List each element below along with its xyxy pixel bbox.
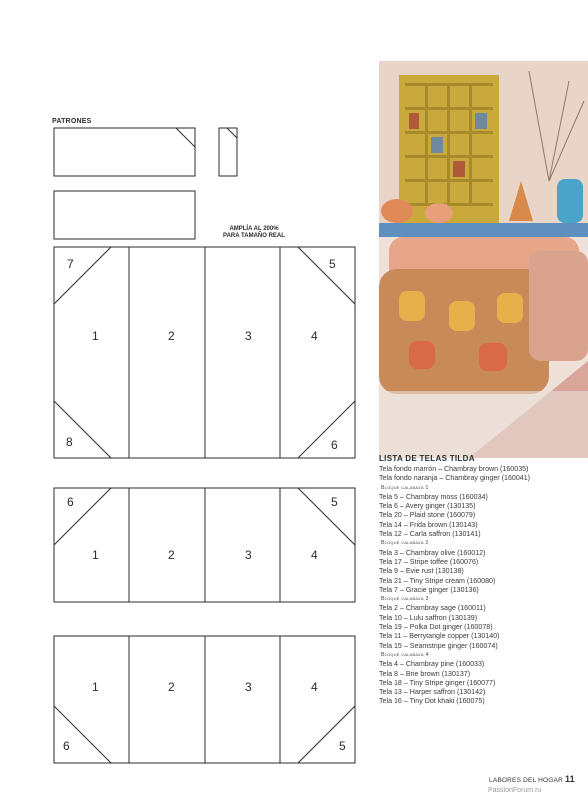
piece-label: 2 <box>168 548 175 562</box>
fabric-group-heading: Bloque calabaza 2 <box>381 540 429 547</box>
enlarge-note-line-2: PARA TAMAÑO REAL <box>223 233 285 239</box>
piece-label: 5 <box>329 257 336 271</box>
template-small-square <box>219 128 237 176</box>
watermark: PassionForum.ru <box>488 787 542 794</box>
fabric-group-heading: Bloque calabaza 3 <box>381 596 429 603</box>
piece-label: 6 <box>331 438 338 452</box>
pattern-block-2 <box>54 488 355 602</box>
fabric-list-item: Tela 13 – Harper saffron (130142) <box>379 688 486 697</box>
fabric-list-item: Tela 2 – Chambray sage (160011) <box>379 604 486 613</box>
fabric-list-item: Tela fondo naranja – Chambray ginger (160041) <box>379 474 531 483</box>
fabric-list-item: Tela 7 – Gracie ginger (130136) <box>379 585 479 594</box>
fabric-list-item: Tela 16 – Tiny Dot khaki (160075) <box>379 697 485 706</box>
fabric-group-heading: Bloque calabaza 4 <box>381 651 429 658</box>
fabric-list-item: Tela 5 – Chambray moss (160034) <box>379 492 488 501</box>
piece-label: 5 <box>331 495 338 509</box>
fabric-list-item: Tela 8 – Brie brown (130137) <box>379 669 471 678</box>
fabric-list-item: Tela 11 – Berrytangle copper (130140) <box>379 632 500 641</box>
fabric-list-item: Tela fondo marrón – Chambray brown (160035) <box>379 465 529 473</box>
page-footer <box>489 774 575 784</box>
fabric-list-item: Tela 15 – Seamstripe ginger (160074) <box>379 641 498 650</box>
fabric-list-item: Tela 9 – Evie rust (130138) <box>379 567 464 576</box>
pillow-photo <box>379 61 588 458</box>
pattern-block-3 <box>54 636 355 763</box>
fabric-list-item: Tela 17 – Stripe toffee (160076) <box>379 557 479 566</box>
fabric-list-item: Tela 3 – Chambray olive (160012) <box>379 548 486 557</box>
fabric-list-item: Tela 20 – Plaid stone (160079) <box>379 511 476 520</box>
fabric-list-item: Tela 19 – Polka Dot ginger (160078) <box>379 623 493 632</box>
piece-label: 4 <box>311 548 318 562</box>
enlarge-note <box>214 226 294 240</box>
piece-label: 1 <box>92 329 99 343</box>
template-strip-top <box>54 128 195 176</box>
piece-label: 1 <box>92 548 99 562</box>
piece-label: 3 <box>245 680 252 694</box>
fabric-list-item: Tela 12 – Carla saffron (130141) <box>379 530 481 539</box>
fabric-list <box>379 454 584 707</box>
fabric-list-item: Tela 18 – Tiny Stripe ginger (160077) <box>379 678 496 687</box>
fabric-list-item: Tela 6 – Avery ginger (130135) <box>379 502 476 511</box>
template-strip-bottom <box>54 191 195 239</box>
magazine-name: LABORES DEL HOGAR <box>489 777 563 784</box>
piece-label: 4 <box>311 680 318 694</box>
fabric-list-items <box>379 465 584 707</box>
pillow-photo-illustration <box>379 61 588 458</box>
piece-label: 6 <box>63 739 70 753</box>
piece-label: 8 <box>66 435 73 449</box>
piece-label: 3 <box>245 329 252 343</box>
fabric-list-item: Tela 21 – Tiny Stripe cream (160080) <box>379 576 496 585</box>
enlarge-note-line-1: AMPLÍA AL 200% <box>229 226 279 232</box>
fabric-list-item: Tela 4 – Chambray pine (160033) <box>379 660 485 669</box>
piece-label: 5 <box>339 739 346 753</box>
piece-label: 6 <box>67 495 74 509</box>
piece-label: 2 <box>168 329 175 343</box>
piece-label: 7 <box>67 257 74 271</box>
piece-label: 3 <box>245 548 252 562</box>
piece-label: 2 <box>168 680 175 694</box>
page-number: 11 <box>564 774 575 784</box>
fabric-list-item: Tela 10 – Lulu saffron (130139) <box>379 613 478 622</box>
piece-label: 4 <box>311 329 318 343</box>
section-title: PATRONES <box>52 118 92 125</box>
fabric-list-item: Tela 14 – Frida brown (130143) <box>379 520 478 529</box>
fabric-list-title: LISTA DE TELAS TILDA <box>379 454 475 463</box>
pattern-block-1 <box>54 247 355 458</box>
piece-label: 1 <box>92 680 99 694</box>
fabric-group-heading: Bloque calabaza 1 <box>381 484 429 491</box>
